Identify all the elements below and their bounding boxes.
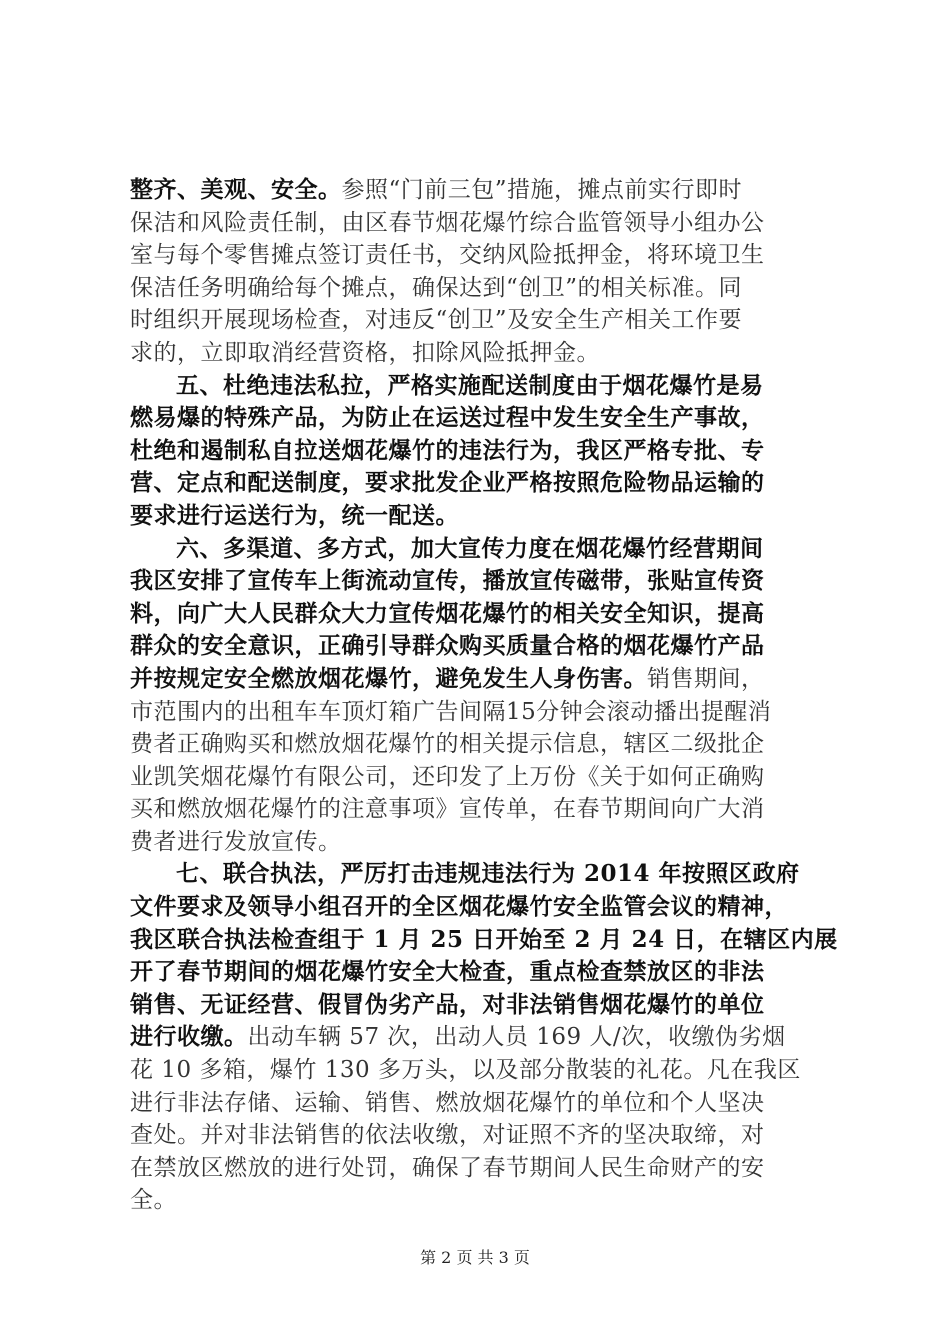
bold-text-segment: 料，向广大人民群众大力宣传烟花爆竹的相关安全知识，提高 [130,599,765,627]
bold-text-segment: 五、杜绝违法私拉，严格实施配送制度由于烟花爆竹是易 [176,371,764,399]
bold-text-segment: 我区安排了宣传车上街流动宣传，播放宣传磁带，张贴宣传资 [130,567,765,595]
bold-text-segment: 并按规定安全燃放烟花爆竹，避免发生人身伤害。 [130,664,647,692]
text-segment: 进行非法存储、运输、销售、燃放烟花爆竹的单位和个人坚决 [130,1089,765,1116]
text-segment: 费者进行发放宣传。 [130,828,342,855]
text-line [130,207,830,240]
text-line [130,826,830,859]
bold-text-segment: 进行收缴。 [130,1023,248,1051]
text-line [130,1054,830,1087]
page-footer: 第 2 页 共 3 页 [420,1248,530,1267]
text-segment: 时组织开展现场检查，对违反“创卫”及安全生产相关工作要 [130,307,743,334]
text-segment: 在禁放区燃放的进行处罚，确保了春节期间人民生命财产的安 [130,1154,765,1181]
text-line [130,1184,830,1217]
text-line [130,989,830,1022]
bold-text-segment: 营、定点和配送制度，要求批发企业严格按照危险物品运输的 [130,469,765,497]
bold-text-segment: 开了春节期间的烟花爆竹安全大检查，重点检查禁放区的非法 [130,958,765,986]
bold-text-segment: 杜绝和遏制私自拉送烟花爆竹的违法行为，我区严格专批、专 [130,436,765,464]
text-segment: 保洁和风险责任制，由区春节烟花爆竹综合监管领导小组办公 [130,209,765,236]
text-segment: 销售期间， [647,665,765,692]
text-segment: 全。 [130,1187,177,1214]
text-line [130,1152,830,1185]
text-line [130,663,830,696]
text-segment: 室与每个零售摊点签订责任书，交纳风险抵押金，将环境卫生 [130,242,765,269]
text-line [130,239,830,272]
bold-text-segment: 整齐、美观、安全。 [130,176,342,203]
bold-text-segment: 群众的安全意识，正确引导群众购买质量合格的烟花爆竹产品 [130,632,765,660]
bold-text-segment: 七、联合执法，严厉打击违规违法行为 2014 年按照区政府 [176,860,800,888]
text-line [130,565,830,598]
text-segment: 花 10 多箱，爆竹 130 多万头，以及部分散装的礼花。凡在我区 [130,1057,801,1084]
text-line [130,174,830,207]
text-line [130,1119,830,1152]
text-segment: 出动车辆 57 次，出动人员 169 人/次，收缴伪劣烟 [247,1024,786,1051]
text-line [130,337,830,370]
text-line [130,630,830,663]
text-line [130,1021,830,1054]
bold-text-segment: 文件要求及领导小组召开的全区烟花爆竹安全监管会议的精神， [130,893,788,921]
text-segment: 业凯笑烟花爆竹有限公司，还印发了上万份《关于如何正确购 [130,763,765,790]
text-segment: 买和燃放烟花爆竹的注意事项》宣传单，在春节期间向广大消 [130,796,765,823]
text-line [130,761,830,794]
text-segment: 查处。并对非法销售的依法收缴，对证照不齐的坚决取缔，对 [130,1122,765,1149]
bold-text-segment: 我区联合执法检查组于 1 月 25 日开始至 2 月 24 日，在辖区内展 [130,925,838,953]
text-line [130,924,838,957]
text-line [130,500,830,533]
text-segment: 市范围内的出租车车顶灯箱广告间隔15分钟会滚动播出提醒消 [130,698,772,725]
text-segment: 费者正确购买和燃放烟花爆竹的相关提示信息，辖区二级批企 [130,731,765,758]
bold-text-segment: 燃易爆的特殊产品，为防止在运送过程中发生安全生产事故， [130,404,765,432]
text-line [130,304,830,337]
text-line [130,696,830,729]
text-line [130,793,830,826]
text-segment: 参照“门前三包”措施，摊点前实行即时 [341,177,743,203]
text-line [130,435,830,468]
text-line [130,858,830,891]
text-line [130,728,830,761]
text-segment: 保洁任务明确给每个摊点，确保达到“创卫”的相关标准。同 [130,274,743,301]
text-line [130,1087,830,1120]
text-line [130,533,830,566]
text-segment: 求的，立即取消经营资格，扣除风险抵押金。 [130,339,600,366]
text-line [130,402,830,435]
text-line [130,272,830,305]
text-line [130,891,830,924]
text-line [130,598,830,631]
bold-text-segment: 要求进行运送行为，统一配送。 [130,501,459,529]
document-body [130,174,838,1217]
bold-text-segment: 六、多渠道、多方式，加大宣传力度在烟花爆竹经营期间 [176,534,764,562]
bold-text-segment: 销售、无证经营、假冒伪劣产品，对非法销售烟花爆竹的单位 [130,990,765,1018]
text-line [130,370,830,403]
text-line [130,956,830,989]
text-line [130,467,830,500]
